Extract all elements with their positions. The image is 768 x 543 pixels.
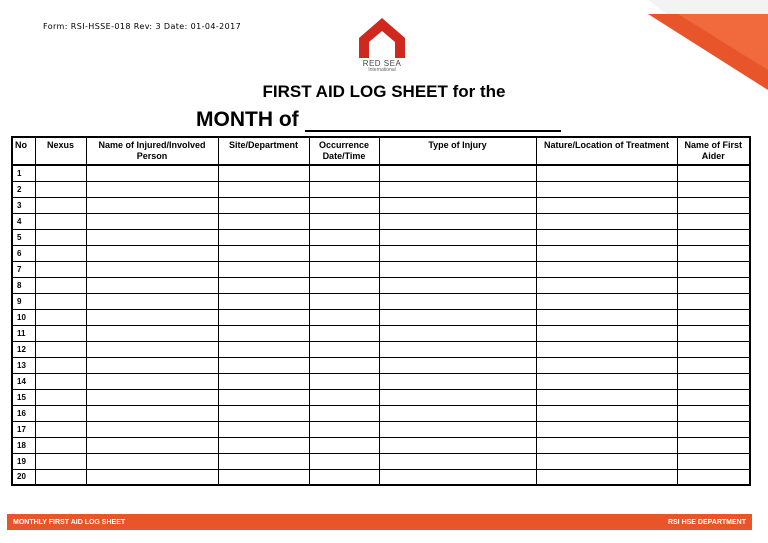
table-cell[interactable] bbox=[379, 309, 536, 325]
table-cell[interactable] bbox=[218, 181, 309, 197]
table-row bbox=[12, 437, 750, 453]
table-cell[interactable] bbox=[309, 325, 379, 341]
table-cell[interactable] bbox=[536, 309, 677, 325]
table-row bbox=[12, 405, 750, 421]
table-cell[interactable] bbox=[379, 389, 536, 405]
table-cell[interactable] bbox=[309, 309, 379, 325]
table-cell[interactable] bbox=[677, 213, 750, 229]
table-cell[interactable] bbox=[309, 389, 379, 405]
table-cell[interactable] bbox=[536, 389, 677, 405]
table-cell[interactable] bbox=[35, 389, 86, 405]
table-cell[interactable] bbox=[218, 421, 309, 437]
table-cell[interactable] bbox=[35, 469, 86, 485]
table-cell[interactable] bbox=[86, 325, 218, 341]
table-cell[interactable] bbox=[218, 453, 309, 469]
table-cell[interactable] bbox=[677, 293, 750, 309]
table-cell[interactable] bbox=[35, 341, 86, 357]
table-cell[interactable] bbox=[218, 357, 309, 373]
table-cell[interactable] bbox=[379, 261, 536, 277]
table-cell[interactable] bbox=[379, 245, 536, 261]
table-cell[interactable] bbox=[379, 181, 536, 197]
table-cell[interactable] bbox=[35, 293, 86, 309]
table-row bbox=[12, 421, 750, 437]
table-cell[interactable] bbox=[536, 261, 677, 277]
col-header-treatment: Nature/Location of Treatment bbox=[536, 137, 677, 165]
row-number: 20 bbox=[12, 469, 35, 485]
table-cell[interactable] bbox=[218, 437, 309, 453]
form-reference: Form: RSI-HSSE-018 Rev: 3 Date: 01-04-2017 bbox=[43, 22, 242, 31]
table-cell[interactable] bbox=[677, 261, 750, 277]
table-cell[interactable] bbox=[309, 245, 379, 261]
table-row bbox=[12, 341, 750, 357]
table-cell[interactable] bbox=[379, 325, 536, 341]
table-row bbox=[12, 373, 750, 389]
table-cell[interactable] bbox=[35, 357, 86, 373]
table-cell[interactable] bbox=[35, 261, 86, 277]
row-number: 6 bbox=[12, 245, 35, 261]
table-row bbox=[12, 277, 750, 293]
table-row bbox=[12, 389, 750, 405]
table-cell[interactable] bbox=[677, 453, 750, 469]
table-cell[interactable] bbox=[677, 325, 750, 341]
table-cell[interactable] bbox=[536, 469, 677, 485]
table-cell[interactable] bbox=[536, 373, 677, 389]
month-label: MONTH of bbox=[196, 108, 299, 131]
table-cell[interactable] bbox=[218, 261, 309, 277]
table-cell[interactable] bbox=[536, 197, 677, 213]
table-cell[interactable] bbox=[86, 341, 218, 357]
row-number: 1 bbox=[12, 165, 35, 181]
row-number: 9 bbox=[12, 293, 35, 309]
corner-decoration bbox=[648, 0, 768, 90]
table-cell[interactable] bbox=[35, 405, 86, 421]
table-cell[interactable] bbox=[218, 293, 309, 309]
col-header-first-aider: Name of First Aider bbox=[677, 137, 750, 165]
col-header-no: No bbox=[12, 137, 35, 165]
table-cell[interactable] bbox=[536, 293, 677, 309]
table-row bbox=[12, 309, 750, 325]
row-number: 17 bbox=[12, 421, 35, 437]
table-cell[interactable] bbox=[86, 165, 218, 181]
table-cell[interactable] bbox=[309, 373, 379, 389]
table-row bbox=[12, 453, 750, 469]
table-row bbox=[12, 197, 750, 213]
table-cell[interactable] bbox=[309, 357, 379, 373]
table-cell[interactable] bbox=[677, 437, 750, 453]
table-cell[interactable] bbox=[309, 277, 379, 293]
table-cell[interactable] bbox=[309, 421, 379, 437]
row-number: 15 bbox=[12, 389, 35, 405]
table-row bbox=[12, 325, 750, 341]
table-cell[interactable] bbox=[35, 229, 86, 245]
table-cell[interactable] bbox=[35, 181, 86, 197]
table-row bbox=[12, 357, 750, 373]
table-cell[interactable] bbox=[309, 469, 379, 485]
table-cell[interactable] bbox=[86, 389, 218, 405]
table-cell[interactable] bbox=[379, 421, 536, 437]
page-title: FIRST AID LOG SHEET for the bbox=[262, 82, 506, 101]
table-cell[interactable] bbox=[379, 341, 536, 357]
table-cell[interactable] bbox=[536, 421, 677, 437]
table-cell[interactable] bbox=[677, 165, 750, 181]
table-cell[interactable] bbox=[536, 229, 677, 245]
col-header-occurrence: Occurrence Date/Time bbox=[309, 137, 379, 165]
table-cell[interactable] bbox=[218, 213, 309, 229]
table-cell[interactable] bbox=[86, 229, 218, 245]
col-header-injury-type: Type of Injury bbox=[379, 137, 536, 165]
footer-bar bbox=[7, 514, 752, 530]
table-cell[interactable] bbox=[218, 165, 309, 181]
row-number: 4 bbox=[12, 213, 35, 229]
table-cell[interactable] bbox=[309, 453, 379, 469]
table-cell[interactable] bbox=[35, 421, 86, 437]
table-cell[interactable] bbox=[536, 437, 677, 453]
row-number: 3 bbox=[12, 197, 35, 213]
table-cell[interactable] bbox=[86, 373, 218, 389]
company-logo bbox=[350, 18, 414, 84]
row-number: 12 bbox=[12, 341, 35, 357]
table-cell[interactable] bbox=[309, 293, 379, 309]
table-cell[interactable] bbox=[677, 421, 750, 437]
table-cell[interactable] bbox=[379, 277, 536, 293]
logo-name: RED SEA bbox=[362, 59, 402, 68]
table-row bbox=[12, 213, 750, 229]
table-cell[interactable] bbox=[379, 165, 536, 181]
table-cell[interactable] bbox=[218, 469, 309, 485]
table-cell[interactable] bbox=[86, 213, 218, 229]
table-cell[interactable] bbox=[35, 437, 86, 453]
table-cell[interactable] bbox=[35, 165, 86, 181]
footer-left-text: MONTHLY FIRST AID LOG SHEET bbox=[13, 518, 126, 526]
table-cell[interactable] bbox=[536, 277, 677, 293]
table-cell[interactable] bbox=[536, 181, 677, 197]
table-cell[interactable] bbox=[86, 261, 218, 277]
table-cell[interactable] bbox=[309, 213, 379, 229]
table-cell[interactable] bbox=[309, 165, 379, 181]
table-cell[interactable] bbox=[677, 469, 750, 485]
table-row bbox=[12, 245, 750, 261]
table-cell[interactable] bbox=[309, 341, 379, 357]
row-number: 8 bbox=[12, 277, 35, 293]
table-cell[interactable] bbox=[86, 277, 218, 293]
table-cell[interactable] bbox=[536, 325, 677, 341]
table-cell[interactable] bbox=[309, 229, 379, 245]
table-row bbox=[12, 181, 750, 197]
table-cell[interactable] bbox=[218, 373, 309, 389]
table-cell[interactable] bbox=[677, 309, 750, 325]
footer-right-text: RSI HSE DEPARTMENT bbox=[667, 518, 746, 526]
table-cell[interactable] bbox=[677, 357, 750, 373]
table-cell[interactable] bbox=[86, 405, 218, 421]
col-header-site: Site/Department bbox=[218, 137, 309, 165]
table-cell[interactable] bbox=[35, 197, 86, 213]
table-cell[interactable] bbox=[86, 421, 218, 437]
row-number: 7 bbox=[12, 261, 35, 277]
table-cell[interactable] bbox=[677, 389, 750, 405]
table-cell[interactable] bbox=[677, 341, 750, 357]
table-cell[interactable] bbox=[536, 341, 677, 357]
table-cell[interactable] bbox=[218, 229, 309, 245]
table-cell[interactable] bbox=[379, 373, 536, 389]
col-header-nexus: Nexus bbox=[35, 137, 86, 165]
row-number: 11 bbox=[12, 325, 35, 341]
col-header-name: Name of Injured/Involved Person bbox=[86, 137, 218, 165]
table-row bbox=[12, 165, 750, 181]
table-cell[interactable] bbox=[86, 437, 218, 453]
table-cell[interactable] bbox=[309, 197, 379, 213]
table-cell[interactable] bbox=[218, 245, 309, 261]
table-cell[interactable] bbox=[218, 197, 309, 213]
table-cell[interactable] bbox=[379, 229, 536, 245]
row-number: 18 bbox=[12, 437, 35, 453]
logo-mark-icon bbox=[359, 18, 405, 58]
row-number: 10 bbox=[12, 309, 35, 325]
table-cell[interactable] bbox=[35, 213, 86, 229]
table-cell[interactable] bbox=[536, 245, 677, 261]
table-cell[interactable] bbox=[677, 229, 750, 245]
table-cell[interactable] bbox=[35, 373, 86, 389]
table-cell[interactable] bbox=[536, 405, 677, 421]
table-cell[interactable] bbox=[309, 405, 379, 421]
table-row bbox=[12, 261, 750, 277]
table-cell[interactable] bbox=[309, 261, 379, 277]
row-number: 19 bbox=[12, 453, 35, 469]
table-cell[interactable] bbox=[86, 245, 218, 261]
table-cell[interactable] bbox=[86, 181, 218, 197]
table-cell[interactable] bbox=[86, 197, 218, 213]
table-cell[interactable] bbox=[677, 181, 750, 197]
table-cell[interactable] bbox=[677, 197, 750, 213]
table-cell[interactable] bbox=[35, 245, 86, 261]
row-number: 5 bbox=[12, 229, 35, 245]
row-number: 14 bbox=[12, 373, 35, 389]
table-cell[interactable] bbox=[677, 373, 750, 389]
table-cell[interactable] bbox=[218, 389, 309, 405]
table-cell[interactable] bbox=[379, 293, 536, 309]
row-number: 2 bbox=[12, 181, 35, 197]
table-cell[interactable] bbox=[218, 325, 309, 341]
table-cell[interactable] bbox=[536, 165, 677, 181]
table-cell[interactable] bbox=[379, 213, 536, 229]
table-cell[interactable] bbox=[218, 309, 309, 325]
table-row bbox=[12, 469, 750, 485]
table-cell[interactable] bbox=[379, 453, 536, 469]
first-aid-log-table bbox=[11, 136, 751, 486]
table-cell[interactable] bbox=[218, 277, 309, 293]
table-cell[interactable] bbox=[86, 469, 218, 485]
table-row bbox=[12, 229, 750, 245]
table-cell[interactable] bbox=[379, 197, 536, 213]
table-cell[interactable] bbox=[218, 405, 309, 421]
logo-subtitle: International bbox=[368, 67, 396, 73]
table-cell[interactable] bbox=[86, 293, 218, 309]
table-cell[interactable] bbox=[379, 357, 536, 373]
table-cell[interactable] bbox=[536, 213, 677, 229]
table-cell[interactable] bbox=[677, 277, 750, 293]
month-blank-field[interactable] bbox=[305, 108, 561, 132]
table-cell[interactable] bbox=[379, 437, 536, 453]
row-number: 13 bbox=[12, 357, 35, 373]
table-cell[interactable] bbox=[379, 469, 536, 485]
table-cell[interactable] bbox=[309, 181, 379, 197]
table-cell[interactable] bbox=[536, 357, 677, 373]
table-cell[interactable] bbox=[309, 437, 379, 453]
table-cell[interactable] bbox=[218, 341, 309, 357]
table-cell[interactable] bbox=[35, 325, 86, 341]
table-cell[interactable] bbox=[677, 245, 750, 261]
table-header-row bbox=[12, 137, 750, 165]
table-cell[interactable] bbox=[86, 453, 218, 469]
row-number: 16 bbox=[12, 405, 35, 421]
table-cell[interactable] bbox=[677, 405, 750, 421]
table-cell[interactable] bbox=[35, 309, 86, 325]
table-cell[interactable] bbox=[536, 453, 677, 469]
table-row bbox=[12, 293, 750, 309]
table-cell[interactable] bbox=[379, 405, 536, 421]
table-cell[interactable] bbox=[86, 309, 218, 325]
table-cell[interactable] bbox=[35, 453, 86, 469]
month-line bbox=[196, 108, 561, 132]
table-cell[interactable] bbox=[35, 277, 86, 293]
table-cell[interactable] bbox=[86, 357, 218, 373]
